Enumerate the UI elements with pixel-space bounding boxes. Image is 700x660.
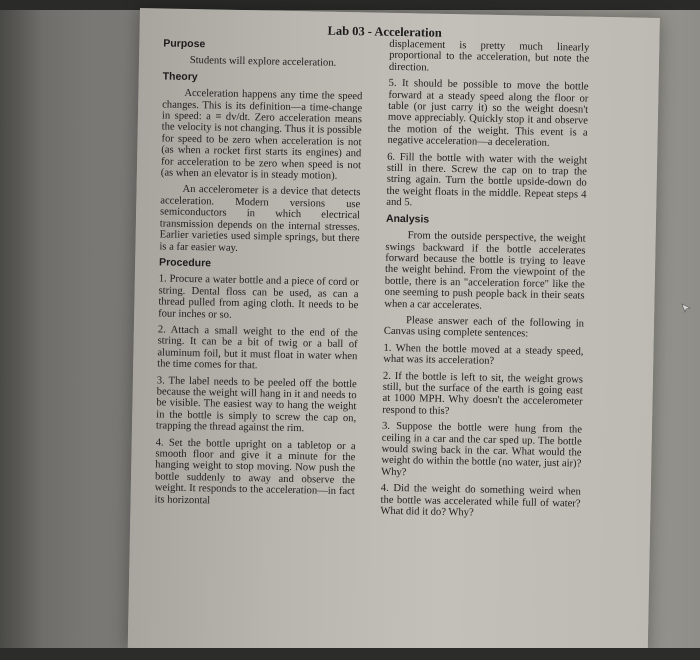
right-column (380, 39, 589, 526)
procedure-step-3: 3. The label needs to be peeled off the bottle because the weight will hang in it and needs to be visible. The easiest way to hang the weight in the bottle is simply to screw the cap on, trapping the thread against the rim. (155, 374, 357, 435)
analysis-paragraph-2: Please answer each of the following in Canvas using complete sentences: (383, 315, 585, 340)
analysis-heading: Analysis (385, 212, 430, 226)
procedure-step-4: 4. Set the bottle upright on a tabletop or a smooth floor and give it a minute for the hanging weight to stop moving. Now push the bottle suddenly to away and observe the weight. It responds to the acceleration—in fact its horizontal (154, 436, 356, 507)
procedure-step-4-continued: displacement is pretty much linearly proportional to the acceleration, but note the direction. (388, 38, 590, 74)
left-column (154, 34, 363, 514)
theory-paragraph-1: Acceleration happens any time the speed changes. This is its definition—a time-change in speed: a ≡ dv/dt. Zero acceleration means the velocity is not changing. Thus it is possible for speed to be zero when acceleration is not (as when a rocket first starts its engines) and for acceleration to be zero when speed is not (as when an elevator is in steady motion). (160, 88, 363, 182)
theory-paragraph-2: An accelerometer is a device that detects acceleration. Modern versions use semiconductors in which electrical transmission depends on the internal stresses. Earlier varieties used simple springs, but there is a far easier way. (159, 184, 361, 254)
purpose-heading: Purpose (163, 37, 206, 51)
question-2: 2. If the bottle is left to sit, the weight grows still, but the surface of the earth is going east at 1000 MPH. Why doesn't the accelerometer respond to this? (382, 370, 584, 417)
procedure-step-1: 1. Procure a water bottle and a piece of cord or string. Dental floss can be used, as can a thread pulled from aging cloth. It needs to be four inches or so. (158, 273, 359, 321)
question-4: 4. Did the weight do something weird when the bottle was accelerated while full of water? What did it do? Why? (380, 482, 581, 519)
procedure-step-6: 6. Fill the bottle with water with the weight still in there. Screw the cap on to trap the string again. Turn the bottle upside-down do the weight floats in the middle. Repeat steps 4 and 5. (386, 151, 588, 209)
question-3: 3. Suppose the bottle were hung from the ceiling in a car and the car sped up. The bottle would swing back in the car. What would the weight do within the bottle (no water, just air)? Why? (381, 420, 583, 479)
mouse-cursor-icon (681, 303, 691, 313)
theory-heading: Theory (162, 70, 198, 83)
document-title: Lab 03 - Acceleration (327, 23, 442, 40)
bottom-dark-edge (0, 648, 700, 660)
question-1: 1. When the bottle moved at a steady speed, what was its acceleration? (383, 342, 584, 368)
procedure-heading: Procedure (159, 256, 212, 270)
procedure-step-5: 5. It should be possible to move the bottle forward at a steady speed along the floor or table (or just carry it) so the weight doesn't move appreciably. Quickly stop it and observe the motion of the weight. This event is a negative acceleration—a deceleration. (387, 78, 589, 150)
purpose-text: Students will explore acceleration. (189, 55, 337, 70)
document-page (128, 8, 660, 658)
top-dark-edge (0, 0, 700, 10)
procedure-step-2: 2. Attach a small weight to the end of the string. It can be a bit of twig or a ball of aluminum foil, but it must float in water when the time comes for that. (157, 324, 358, 372)
analysis-paragraph-1: From the outside perspective, the weight swings backward if the bottle accelerates forward because the bottle is trying to leave the weight behind. From the viewpoint of the bottle, there is an "acceleration force" like the one seeming to push people back in their seats when a car accelerates. (384, 230, 586, 312)
